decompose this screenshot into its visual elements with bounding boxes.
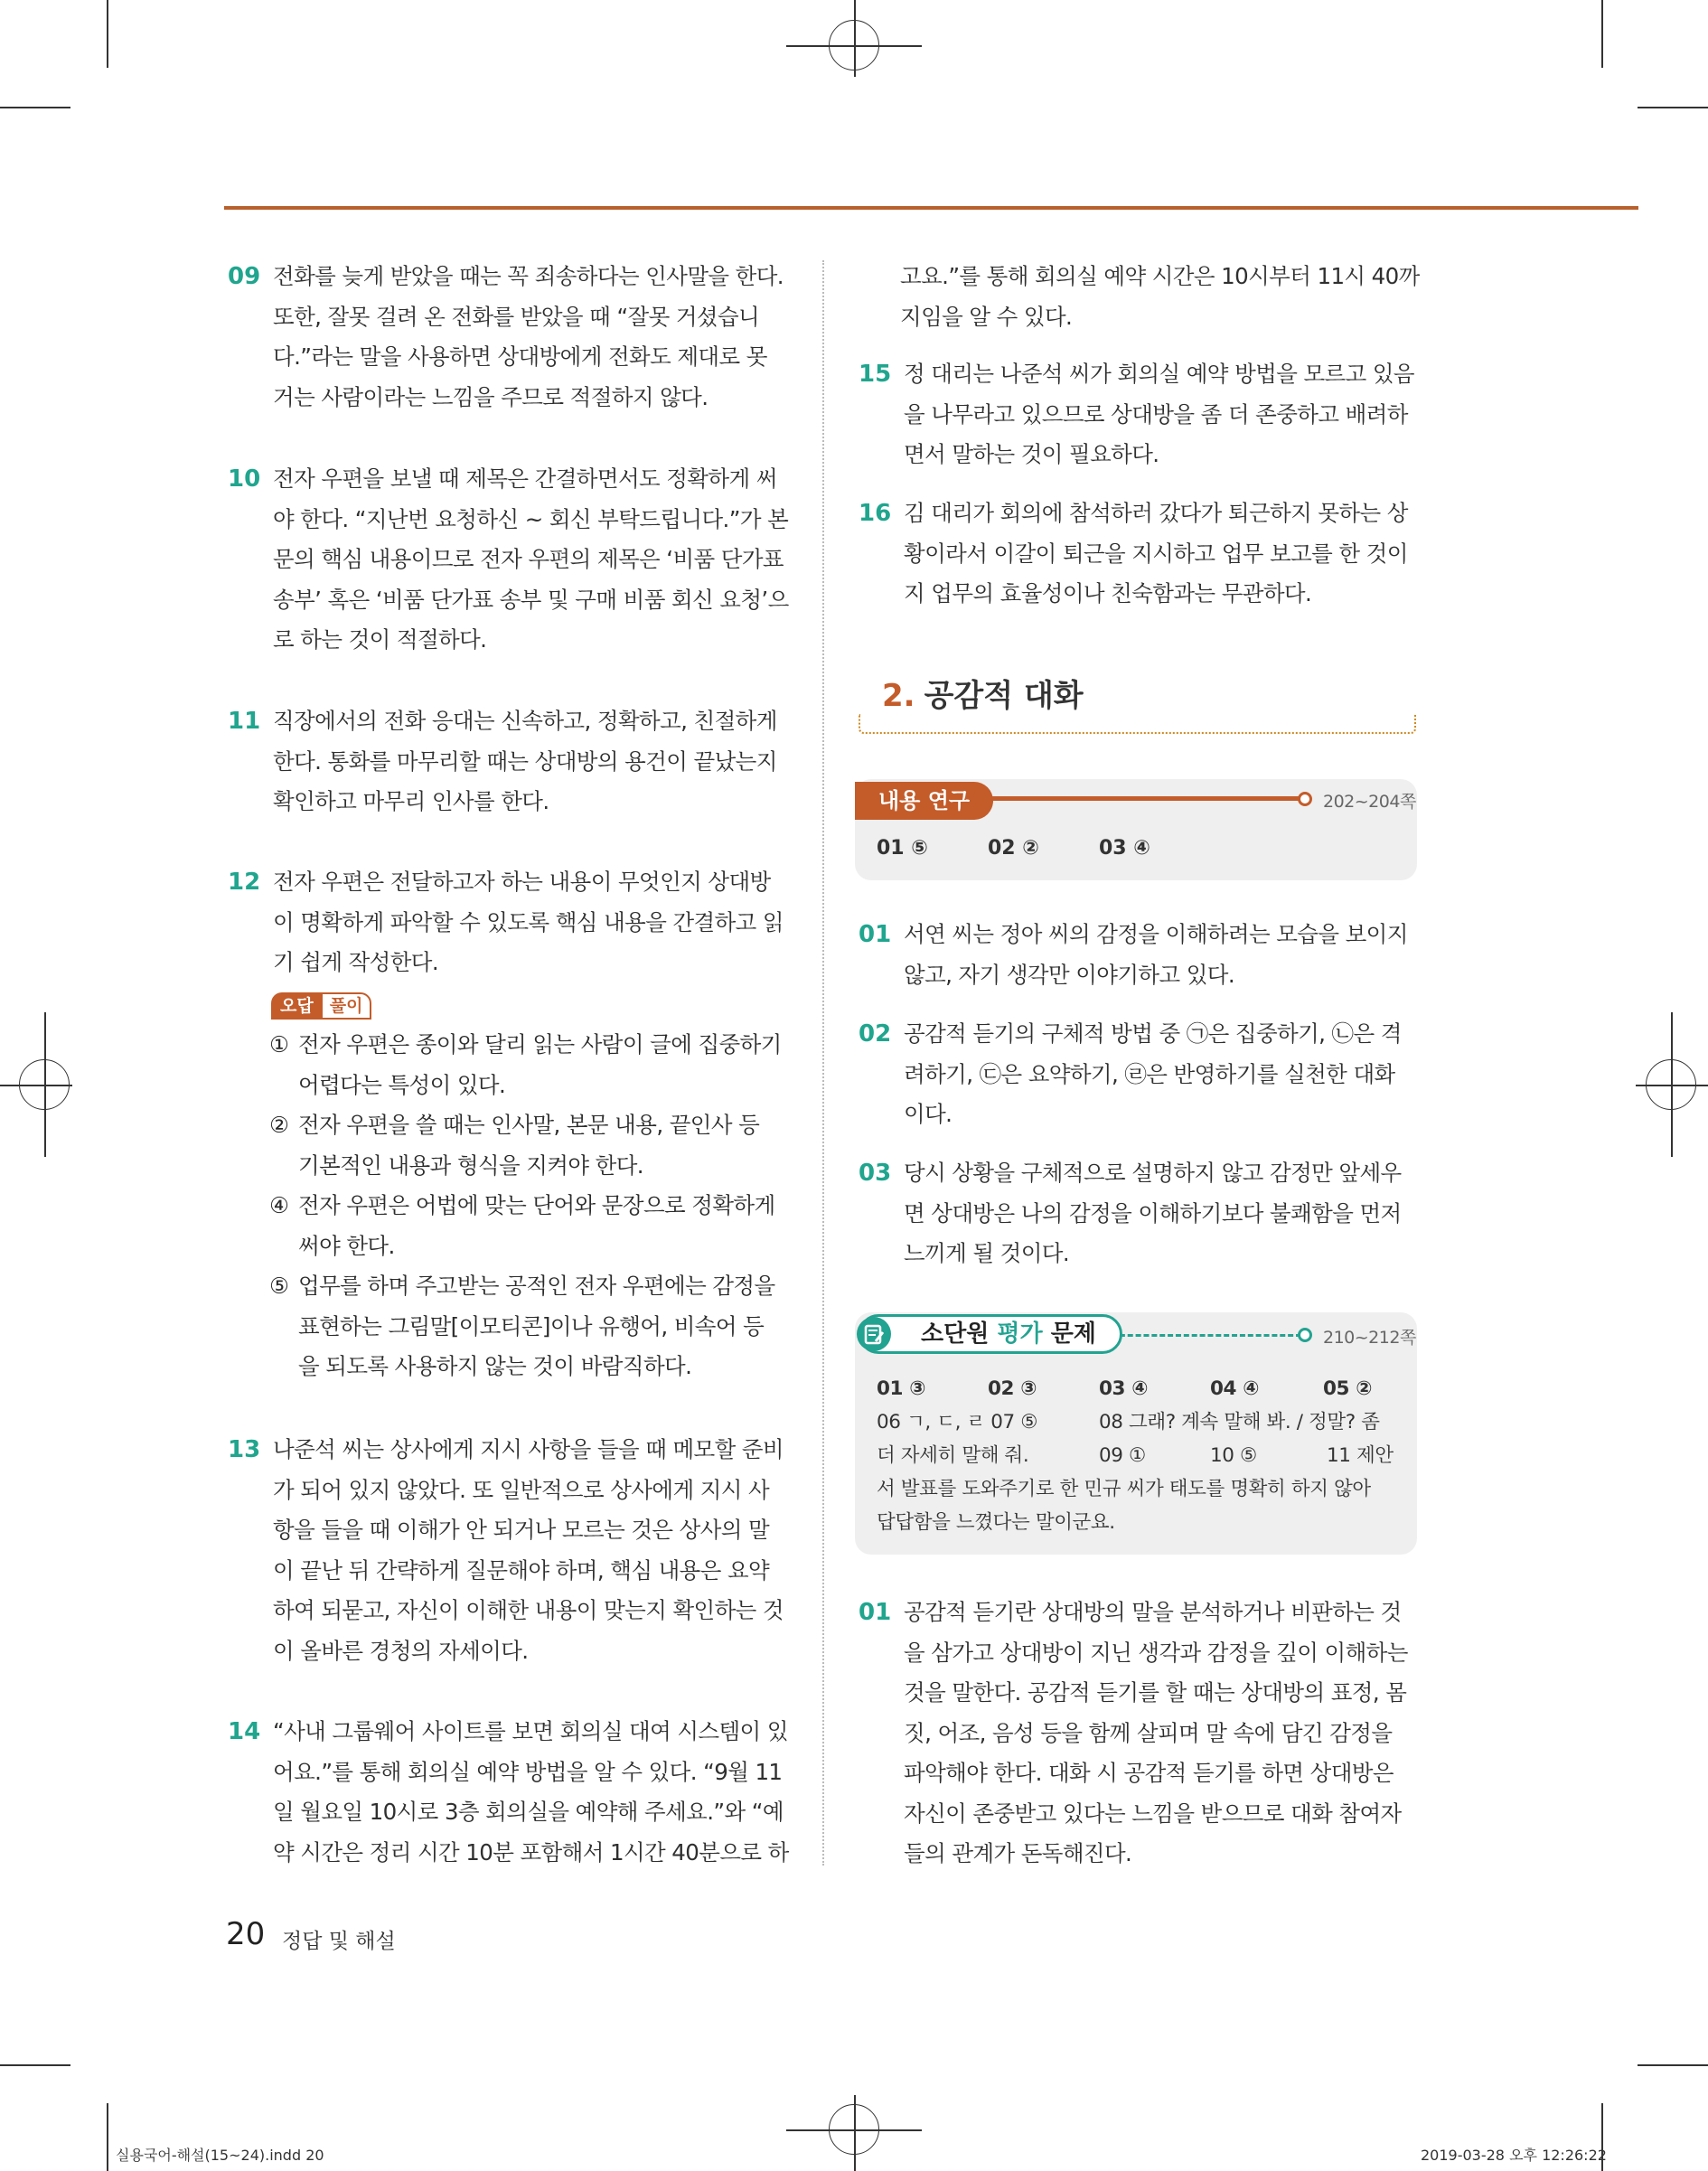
item-text: 서연 씨는 정아 씨의 감정을 이해하려는 모습을 보이지 않고, 자기 생각만 이야기하고 있다. [904,921,1408,988]
pencil-note-icon [857,1317,891,1351]
eval-item-01 [859,1593,1428,1875]
answer-item-12 [228,862,797,983]
unit-eval-answers [877,1372,1401,1539]
answer-item-10 [228,459,797,661]
crop-mark [1601,0,1603,68]
page-section-label: 정답 및 해설 [282,1930,396,1953]
content-study-pages: 202~204쪽 [1323,792,1416,812]
item-number: 14 [228,1718,261,1745]
crop-mark [107,0,108,68]
wrong-answer-1 [269,1025,802,1105]
section-title [882,671,1084,715]
item-number: 11 [228,708,261,735]
unit-eval-pages: 210~212쪽 [1323,1328,1416,1348]
registration-mark [0,1085,72,1086]
content-item-02 [859,1014,1428,1135]
item-text: 전자 우편은 전달하고자 하는 내용이 무엇인지 상대방 이 명확하게 파악할 수 있도록 핵심 내용을 간결하고 읽 기 쉽게 작성한다. [273,869,784,975]
content-study-dot [1298,792,1312,806]
content-answer: 02 ② [988,837,1039,860]
eval-answer: 03 ④ [1099,1377,1149,1400]
item-number: 03 [859,1160,892,1187]
registration-mark [854,0,856,77]
item-text: 전자 우편을 보낼 때 제목은 간결하면서도 정확하게 써 야 한다. “지난번 요청하신 ~ 회신 부탁드립니다.”가 본 문의 핵심 내용이므로 전자 우편의 제목은 ‘비품 단가표 송부’ 혹은 ‘비품 단가표 송부 및 구매 비품 회신 요청’으 로 하는 것이 적절하다. [273,465,789,653]
content-item-01 [859,915,1428,995]
item-text: 전화를 늦게 받았을 때는 꼭 죄송하다는 인사말을 한다. 또한, 잘못 걸려 온 전화를 받았을 때 “잘못 거셨습니 다.”라는 말을 사용하면 상대방에게 전화도 제대로 못 거는 사람이라는 느낌을 주므로 적절하지 않다. [273,263,784,410]
answer-mark: ⑤ [269,1273,289,1299]
content-answer: 03 ④ [1099,837,1150,860]
item-text: 직장에서의 전화 응대는 신속하고, 정확하고, 친절하게 한다. 통화를 마무리할 때는 상대방의 용건이 끝났는지 확인하고 마무리 인사를 한다. [273,708,777,814]
item-text: 공감적 듣기란 상대방의 말을 분석하거나 비판하는 것 을 삼가고 상대방이 지닌 생각과 감정을 깊이 이해하는 것을 말한다. 공감적 듣기를 할 때는 상대방의 표정, 몸 짓, 어조, 음성 등을 함께 살피며 말 속에 담긴 감정을 파악해야 한다. 대화 시 공감적 듣기를 하면 상대방은 자신이 존중받고 있다는 느낌을 받으므로 대화 참여자 들의 관계가 돈독해진다. [904,1599,1408,1866]
eval-row: 서 발표를 도와주기로 한 민규 씨가 태도를 명확히 하지 않아 [877,1478,1371,1500]
eval-answer: 10 ⑤ [1210,1444,1257,1467]
crop-mark [0,2064,70,2066]
eval-answer: 05 ② [1323,1377,1373,1400]
section-title-text: 공감적 대화 [924,678,1084,714]
wrong-answer-list [269,1025,802,1387]
item-text: 나준석 씨는 상사에게 지시 사항을 들을 때 메모할 준비 가 되어 있지 않았다. 또 일반적으로 상사에게 지시 사 항을 들을 때 이해가 안 되거나 모르는 것은 상사의 말 이 끝난 뒤 간략하게 질문해야 하며, 핵심 내용은 요약 하여 되묻고, 자신이 이해한 내용이 맞는지 확인하는 것 이 올바른 경청의 자세이다. [273,1436,784,1664]
answer-item-14-continued [855,257,1424,337]
header-rule [224,206,1638,210]
eval-answer: 04 ④ [1210,1377,1260,1400]
answer-text: 전자 우편은 어법에 맞는 단어와 문장으로 정확하게 써야 한다. [298,1192,775,1259]
crop-mark [1638,107,1708,108]
badge-part2: 풀이 [321,992,372,1020]
item-number: 01 [859,921,892,948]
eval-answer: 01 ③ [877,1377,926,1400]
item-text: 공감적 듣기의 구체적 방법 중 ㉠은 집중하기, ㉡은 격 려하기, ㉢은 요약하기, ㉣은 반영하기를 실천한 대화 이다. [904,1020,1402,1127]
crop-mark [0,107,70,108]
answer-item-11 [228,701,797,822]
eval-answer: 06 ㄱ, ㄷ, ㄹ 07 ⑤ [877,1411,1038,1433]
item-text: 고요.”를 통해 회의실 예약 시간은 10시부터 11시 40까 지임을 알 수 있다. [900,263,1420,330]
eval-row [877,1439,1401,1472]
item-number: 09 [228,263,261,290]
item-number: 10 [228,465,261,493]
answer-text: 전자 우편은 종이와 달리 읽는 사람이 글에 집중하기 어렵다는 특성이 있다. [298,1031,782,1098]
wrong-answer-2 [269,1105,802,1186]
registration-mark [1671,1012,1673,1157]
item-number: 13 [228,1436,261,1463]
unit-eval-rule [1112,1334,1301,1337]
badge-part1: 오답 [271,992,321,1020]
eval-answer: 09 ① [1099,1444,1146,1467]
eval-answer: 08 그래? 계속 말해 봐. / 정말? 좀 [1099,1411,1380,1433]
content-study-label: 내용 연구 [855,782,993,820]
crop-mark [1638,2064,1708,2066]
section-number: 2. [882,678,915,714]
answer-text: 전자 우편을 쓸 때는 인사말, 본문 내용, 끝인사 등 기본적인 내용과 형식을 지켜야 한다. [298,1112,760,1179]
item-number: 16 [859,500,892,527]
answer-item-15 [859,354,1428,475]
item-text: 정 대리는 나준석 씨가 회의실 예약 방법을 모르고 있음 을 나무라고 있으므로 상대방을 좀 더 존중하고 배려하 면서 말하는 것이 필요하다. [904,361,1414,467]
unit-eval-label [859,1314,1122,1354]
item-number: 12 [228,869,261,896]
registration-mark [854,2095,856,2171]
eval-row [877,1405,1401,1439]
answer-item-14 [228,1712,797,1873]
section-underline [859,714,1416,734]
item-text: 당시 상황을 구체적으로 설명하지 않고 감정만 앞세우 면 상대방은 나의 감정을 이해하기보다 불쾌함을 먼저 느끼게 될 것이다. [904,1160,1402,1266]
print-slug-file: 실용국어-해설(15~24).indd 20 [116,2147,324,2164]
answer-item-13 [228,1430,797,1671]
answer-item-16 [859,493,1428,615]
eval-answer: 더 자세히 말해 줘. [877,1444,1029,1467]
answer-mark: ② [269,1112,289,1138]
registration-mark [44,1012,46,1157]
eval-answer: 11 제안 [1327,1444,1394,1467]
unit-eval-label-post: 문제 [1042,1320,1096,1348]
unit-eval-dot [1298,1328,1312,1342]
answer-mark: ① [269,1031,289,1057]
content-item-03 [859,1153,1428,1274]
wrong-answer-4 [269,1186,802,1266]
column-divider [822,260,824,1866]
item-number: 01 [859,1599,892,1626]
item-text: “사내 그룹웨어 사이트를 보면 회의실 대여 시스템이 있 어요.”를 통해 회의실 예약 방법을 알 수 있다. “9월 11 일 월요일 10시로 3층 회의실을 예약해 주세요.”와 “예 약 시간은 정리 시간 10분 포함해서 1시간 40분으로 하 [273,1718,789,1866]
eval-row: 답답함을 느꼈다는 말이군요. [877,1511,1115,1534]
eval-answer: 02 ③ [988,1377,1037,1400]
item-text: 김 대리가 회의에 참석하러 갔다가 퇴근하지 못하는 상 황이라서 이갈이 퇴근을 지시하고 업무 보고를 한 것이 지 업무의 효율성이나 친숙함과는 무관하다. [904,500,1408,606]
item-number: 15 [859,361,892,388]
answer-item-09 [228,257,797,418]
wrong-answer-5 [269,1266,802,1387]
unit-eval-label-pre: 소단원 [921,1320,998,1348]
item-number: 02 [859,1020,892,1048]
wrong-answer-badge [271,992,371,1020]
print-slug-datetime: 2019-03-28 오후 12:26:22 [1421,2147,1607,2164]
page-number: 20 [226,1916,266,1952]
answer-mark: ④ [269,1192,289,1218]
content-answer: 01 ⑤ [877,837,928,860]
eval-row [877,1372,1401,1405]
unit-eval-label-highlight: 평가 [997,1320,1043,1348]
crop-mark [107,2103,108,2171]
content-study-rule [985,796,1305,801]
answer-text: 업무를 하며 주고받는 공적인 전자 우편에는 감정을 표현하는 그림말[이모티콘]이나 유행어, 비속어 등 을 되도록 사용하지 않는 것이 바람직하다. [298,1273,775,1379]
